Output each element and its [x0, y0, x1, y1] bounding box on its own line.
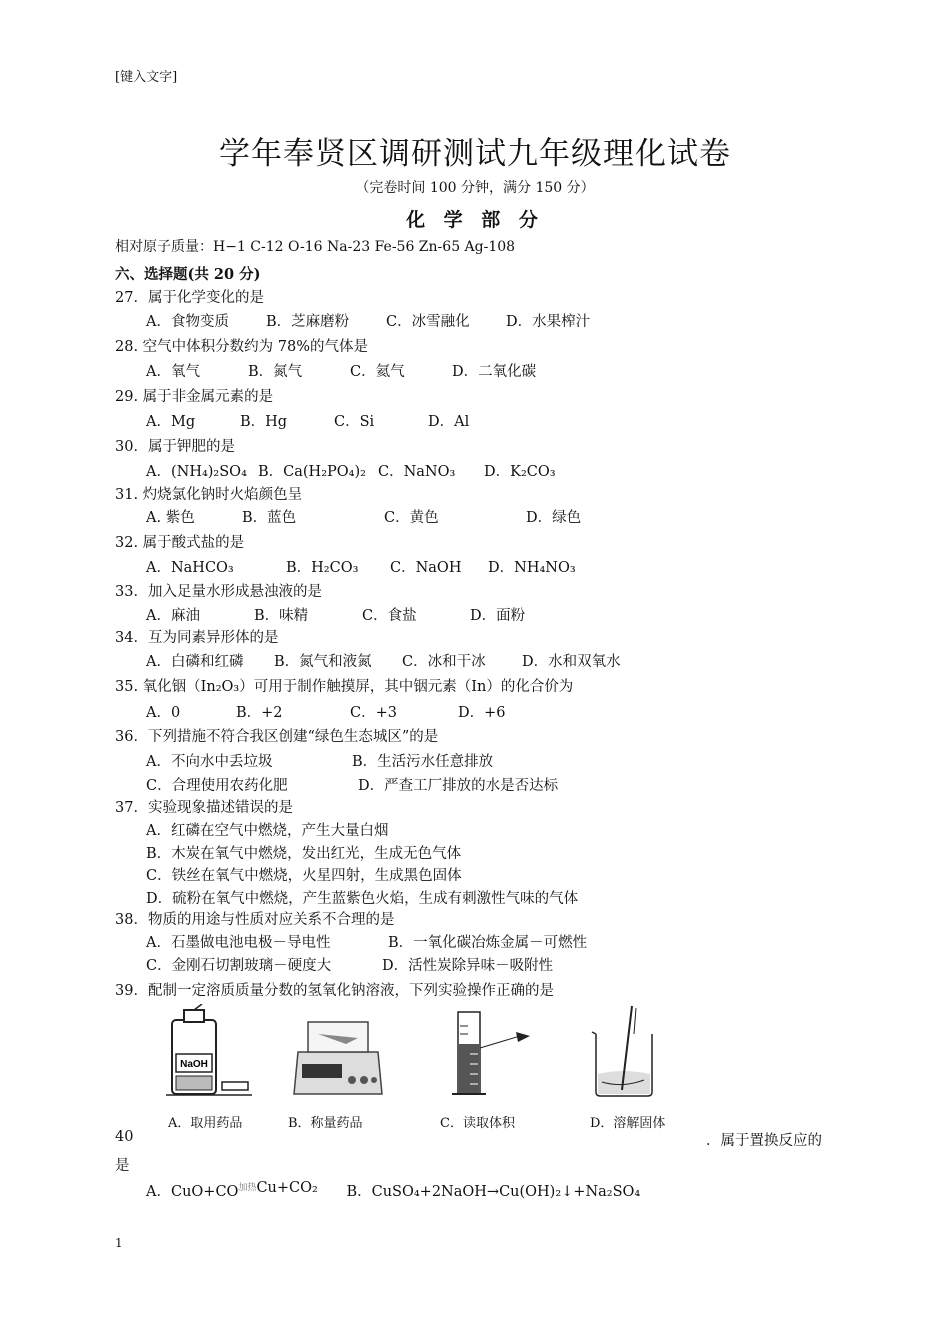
option: B．CuSO₄+2NaOH→Cu(OH)₂↓+Na₂SO₄: [346, 1184, 641, 1200]
option: B．H₂CO₃: [286, 560, 359, 576]
option: A. 紫色: [146, 510, 195, 526]
atomic-masses: 相对原子质量：H−1 C-12 O-16 Na-23 Fe-56 Zn-65 Ag-108: [115, 239, 516, 255]
option: B．一氧化碳冶炼金属－可燃性: [388, 935, 588, 951]
question-stem: 39．配制一定溶质质量分数的氢氧化钠溶液，下列实验操作正确的是: [115, 983, 554, 999]
option: A．(NH₄)₂SO₄: [146, 464, 247, 480]
question-number: 40: [115, 1129, 134, 1145]
option: B．氮气和液氮: [274, 654, 372, 670]
part-title: 六、选择题(共 20 分): [115, 266, 261, 283]
question-options: [146, 460, 556, 481]
reagent-bottle-figure: [162, 1004, 254, 1100]
option: D．硫粉在氧气中燃烧，产生蓝紫色火焰，生成有刺激性气味的气体: [146, 891, 579, 907]
figure-caption: B．称量药品: [288, 1116, 363, 1131]
question-stem: 35. 氧化铟（In₂O₃）可用于制作触摸屏，其中铟元素（In）的化合价为: [115, 679, 574, 695]
figure-caption: A．取用药品: [168, 1116, 243, 1131]
option: D．Al: [428, 414, 470, 430]
question-options: [146, 1180, 640, 1201]
option: C．氦气: [350, 364, 405, 380]
question-options: [146, 556, 576, 577]
option: B．蓝色: [242, 510, 297, 526]
question-options: [146, 360, 536, 381]
reaction-condition: 加热: [238, 1183, 257, 1193]
option: D．+6: [458, 705, 506, 721]
option: B．Hg: [240, 414, 288, 430]
option: A．NaHCO₃: [146, 560, 234, 576]
beaker-figure: [582, 1004, 678, 1100]
question-options: [146, 750, 493, 771]
option-a-left: A．CuO+CO: [146, 1184, 239, 1200]
option: B．生活污水任意排放: [352, 754, 494, 770]
option: A．0: [146, 705, 181, 721]
option: C．黄色: [384, 510, 439, 526]
question-options: [146, 701, 506, 722]
exam-subtitle: （完卷时间 100 分钟，满分 150 分）: [355, 180, 595, 196]
option: B．味精: [254, 608, 309, 624]
question-options: [146, 774, 558, 795]
option-a-right: Cu+CO₂: [256, 1180, 318, 1196]
option: D．NH₄NO₃: [488, 560, 576, 576]
option: D．绿色: [526, 510, 582, 526]
question-options: [146, 410, 469, 431]
option: C．金刚石切割玻璃－硬度大: [146, 958, 332, 974]
question-stem: 29. 属于非金属元素的是: [115, 389, 274, 405]
question-options: [146, 506, 581, 527]
option: D．面粉: [470, 608, 526, 624]
graduated-cylinder-figure: [446, 1004, 546, 1100]
option: D．二氧化碳: [452, 364, 537, 380]
option: C．NaNO₃: [378, 464, 456, 480]
option: B．氮气: [248, 364, 303, 380]
question-options: [146, 650, 621, 671]
naoh-label: NaOH: [180, 1059, 208, 1070]
lab-figures: [150, 1004, 710, 1134]
question-stem: 37．实验现象描述错误的是: [115, 800, 293, 816]
option: D．K₂CO₃: [484, 464, 556, 480]
option: A．Mg: [146, 414, 196, 430]
option: D．严查工厂排放的水是否达标: [358, 778, 559, 794]
question-options: [146, 604, 525, 625]
option: B．+2: [236, 705, 283, 721]
option: C．NaOH: [390, 560, 462, 576]
option: B．芝麻磨粉: [266, 314, 350, 330]
exam-title: 学年奉贤区调研测试九年级理化试卷: [219, 136, 731, 172]
question-stem: 28. 空气中体积分数约为 78%的气体是: [115, 339, 369, 355]
option: D．水果榨汁: [506, 314, 591, 330]
figure-caption: D．溶解固体: [590, 1116, 666, 1131]
option: A．石墨做电池电极－导电性: [146, 935, 331, 951]
question-stem: 36．下列措施不符合我区创建“绿色生态城区”的是: [115, 729, 439, 745]
option: D．活性炭除异味－吸附性: [382, 958, 554, 974]
option: A．红磷在空气中燃烧，产生大量白烟: [146, 823, 389, 839]
question-stem: 27．属于化学变化的是: [115, 290, 264, 306]
question-options: [146, 931, 587, 952]
option: C．+3: [350, 705, 397, 721]
option: C．合理使用农药化肥: [146, 778, 288, 794]
option: C．冰雪融化: [386, 314, 470, 330]
option: A．白磷和红磷: [146, 654, 244, 670]
option: A．不向水中丢垃圾: [146, 754, 273, 770]
header-placeholder: [键入文字]: [115, 70, 178, 85]
option: C．铁丝在氧气中燃烧，火星四射，生成黑色固体: [146, 868, 462, 884]
option: C．食盐: [362, 608, 417, 624]
question-stem: ．属于置换反应的: [706, 1133, 822, 1149]
question-stem-wrap: 是: [115, 1158, 130, 1174]
option: D．水和双氧水: [522, 654, 621, 670]
option: A．食物变质: [146, 314, 229, 330]
option: C．冰和干冰: [402, 654, 486, 670]
question-options: [146, 954, 553, 975]
figure-caption: C．读取体积: [440, 1116, 515, 1131]
question-stem: 31. 灼烧氯化钠时火焰颜色呈: [115, 487, 303, 503]
question-stem: 33．加入足量水形成悬浊液的是: [115, 584, 322, 600]
question-stem: 30．属于钾肥的是: [115, 439, 235, 455]
option: B．木炭在氧气中燃烧，发出红光，生成无色气体: [146, 846, 462, 862]
page-number: 1: [115, 1236, 123, 1250]
option: C．Si: [334, 414, 375, 430]
section-title: 化 学 部 分: [406, 209, 544, 231]
balance-figure: [290, 1004, 386, 1100]
question-stem: 32. 属于酸式盐的是: [115, 535, 245, 551]
question-stem: 34．互为同素异形体的是: [115, 630, 279, 646]
option: A．氧气: [146, 364, 200, 380]
question-stem: 38．物质的用途与性质对应关系不合理的是: [115, 912, 395, 928]
option: A．麻油: [146, 608, 200, 624]
option: B．Ca(H₂PO₄)₂: [258, 464, 366, 480]
question-options: [146, 310, 590, 331]
